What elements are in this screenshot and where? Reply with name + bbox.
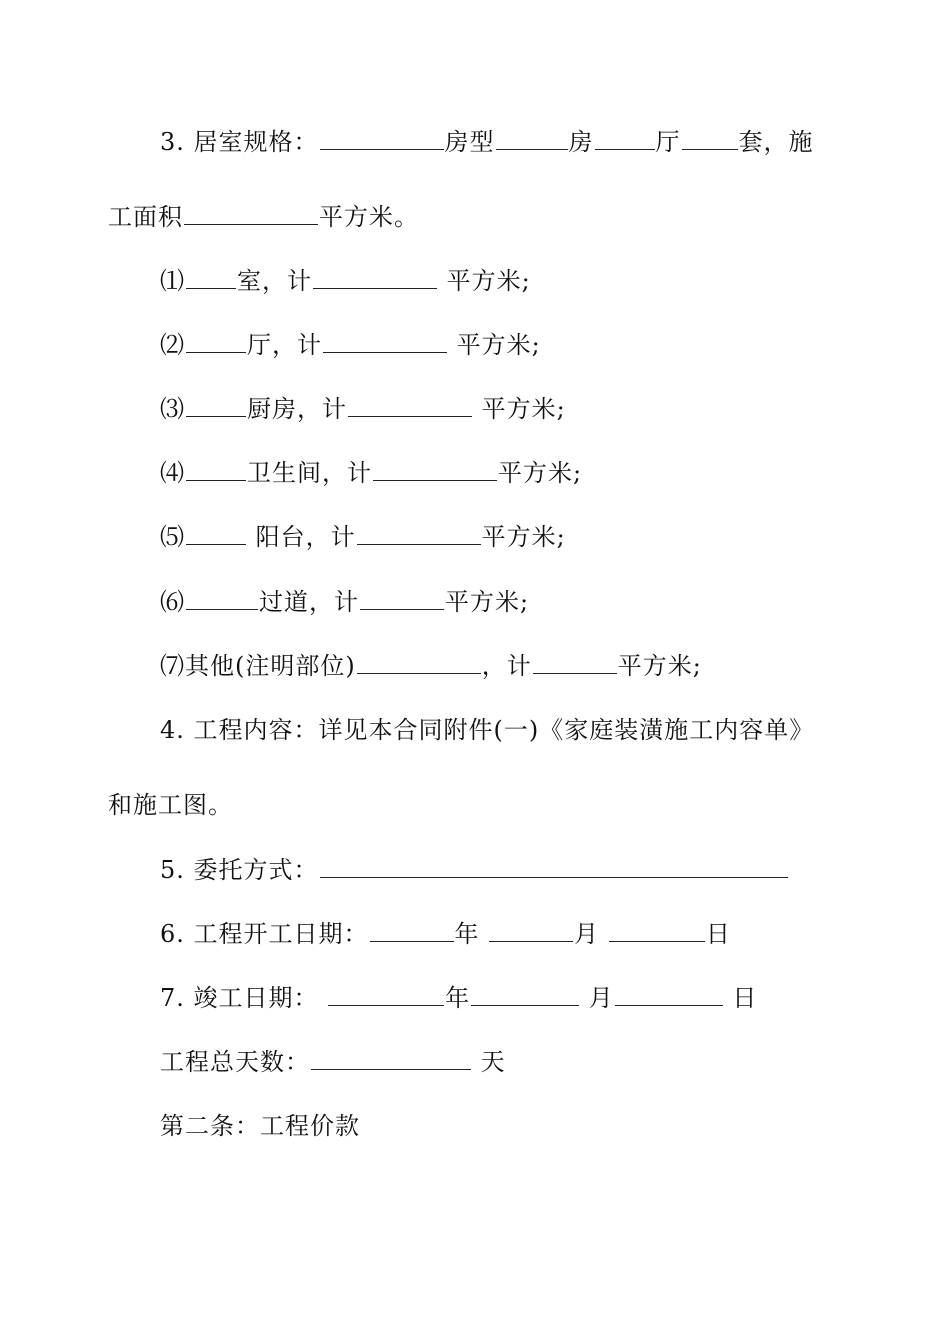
item-1-number: ⑴ [160,267,185,295]
completion-year-blank[interactable] [328,983,444,1006]
item-5-label: 阳台，计 [247,523,356,551]
item-4-area-blank[interactable] [373,458,497,481]
work-content-continued-text: 和施工图。 [108,791,233,819]
item-6-label: 过道，计 [259,588,359,616]
completion-year-text: 年 [445,984,471,1012]
item-4-line [160,458,582,488]
item-5-unit: 平方米; [481,523,566,551]
item-2-line [160,330,541,360]
total-days-unit: 天 [472,1048,506,1076]
halls-blank[interactable] [595,127,655,150]
item-5-number: ⑸ [160,523,185,551]
start-year-text: 年 [454,920,489,948]
house-type-text: 房型 [444,128,495,156]
rooms-blank[interactable] [496,127,568,150]
item-7-location-blank[interactable] [357,651,481,674]
commission-line [160,855,789,885]
start-day-text: 日 [705,920,731,948]
start-date-label: 6. 工程开工日期： [160,920,369,948]
item-2-label: 厅，计 [247,331,322,359]
total-days-blank[interactable] [311,1047,471,1070]
item-1-label: 室，计 [237,267,312,295]
area-line [108,202,419,232]
start-month-text: 月 [574,920,608,948]
item-1-count-blank[interactable] [186,266,236,289]
start-date-line [160,919,731,949]
item-3-count-blank[interactable] [186,394,246,417]
item-6-area-blank[interactable] [360,587,444,610]
start-day-blank[interactable] [609,919,705,942]
total-days-label: 工程总天数： [160,1048,310,1076]
item-1-area-blank[interactable] [313,266,437,289]
completion-date-line [160,983,757,1013]
work-content-continued-line [108,790,233,820]
item-5-count-blank[interactable] [186,522,246,545]
item-6-number: ⑹ [160,588,185,616]
total-days-line [160,1047,506,1077]
completion-day-blank[interactable] [615,983,723,1006]
item-1-unit: 平方米; [438,267,531,295]
item-2-count-blank[interactable] [186,330,246,353]
room-spec-line [160,127,814,157]
completion-month-blank[interactable] [471,983,579,1006]
item-7-line [160,651,702,681]
item-4-unit: 平方米; [498,459,583,487]
area-unit: 平方米。 [319,203,419,231]
work-content-text: 4. 工程内容：详见本合同附件(一)《家庭装潢施工内容单》 [160,716,815,744]
item-4-label: 卫生间，计 [247,459,372,487]
item-4-number: ⑷ [160,459,185,487]
item-7-unit: 平方米; [617,652,702,680]
item-6-count-blank[interactable] [186,587,258,610]
start-year-blank[interactable] [370,919,454,942]
area-label: 工面积 [108,203,183,231]
item-3-label: 厨房，计 [247,395,347,423]
completion-day-text: 日 [723,984,758,1012]
house-type-blank[interactable] [320,127,444,150]
article-two-title: 第二条：工程价款 [160,1112,360,1140]
area-blank[interactable] [184,202,318,225]
item-2-number: ⑵ [160,331,185,359]
completion-date-label: 7. 竣工日期： [160,984,328,1012]
item-1-line [160,266,531,296]
item-7-calc-label: ，计 [481,652,532,680]
item-7-label: ⑺其他(注明部位) [160,652,356,680]
item-2-area-blank[interactable] [323,330,447,353]
item-5-area-blank[interactable] [357,522,481,545]
item-6-unit: 平方米; [445,588,530,616]
commission-label: 5. 委托方式： [160,856,319,884]
rooms-text: 房 [568,128,594,156]
item-5-line [160,522,566,552]
item-6-line [160,587,529,617]
start-month-blank[interactable] [489,919,573,942]
item-3-number: ⑶ [160,395,185,423]
item-3-unit: 平方米; [473,395,566,423]
halls-text: 厅 [655,128,681,156]
room-spec-label: 3. 居室规格： [160,128,319,156]
item-2-unit: 平方米; [448,331,541,359]
article-two-heading [160,1111,360,1141]
work-content-line [160,715,814,745]
commission-blank[interactable] [320,855,788,878]
units-blank[interactable] [682,127,738,150]
item-7-area-blank[interactable] [533,651,617,674]
item-4-count-blank[interactable] [186,458,246,481]
completion-month-text: 月 [580,984,614,1012]
item-3-area-blank[interactable] [348,394,472,417]
units-text: 套，施 [738,128,814,156]
item-3-line [160,394,566,424]
